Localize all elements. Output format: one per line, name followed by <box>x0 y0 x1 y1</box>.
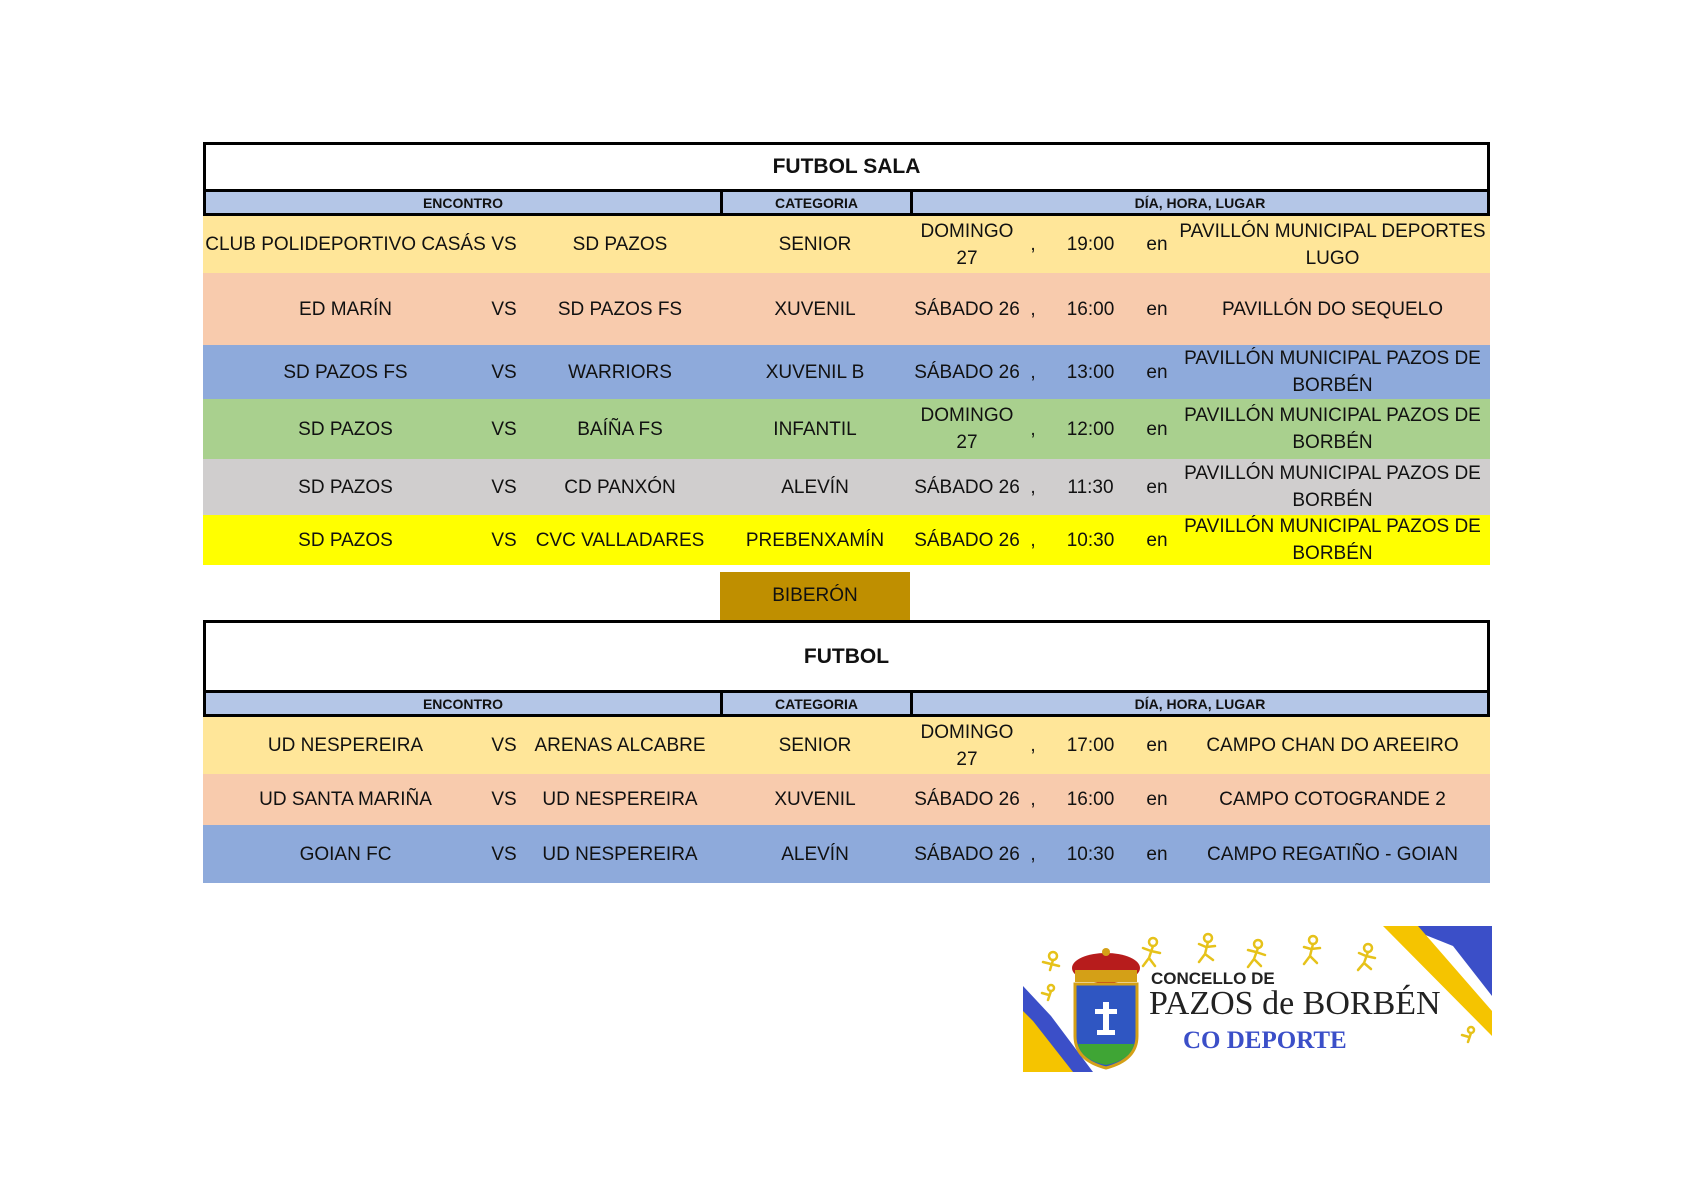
match-time: 16:00 <box>1066 298 1115 320</box>
team-away: ARENAS ALCABRE <box>534 735 706 756</box>
header-encontro: ENCONTRO <box>206 192 723 213</box>
category: PREBENXAMÍN <box>745 529 885 551</box>
vs-label: VS <box>491 735 517 756</box>
category: INFANTIL <box>773 418 857 440</box>
team-home: SD PAZOS <box>298 418 393 440</box>
category: ALEVÍN <box>781 476 849 498</box>
match-day: SÁBADO 26 <box>914 476 1020 498</box>
match-time: 19:00 <box>1066 234 1115 255</box>
match-day: SÁBADO 26 <box>914 789 1020 810</box>
venue: PAVILLÓN MUNICIPAL PAZOS DE BORBÉN <box>1184 463 1481 511</box>
venue: PAVILLÓN MUNICIPAL PAZOS DE BORBÉN <box>1184 516 1481 564</box>
category-biberon-label: BIBERÓN <box>772 585 858 606</box>
vs-label: VS <box>491 234 517 255</box>
header-categoria: CATEGORIA <box>723 693 913 714</box>
separator: , <box>1030 418 1036 440</box>
category: XUVENIL <box>774 298 856 320</box>
team-home: SD PAZOS <box>298 529 393 551</box>
en-label: en <box>1146 234 1168 255</box>
team-away: UD NESPEREIRA <box>542 843 698 865</box>
separator: , <box>1030 234 1036 255</box>
separator: , <box>1030 843 1036 865</box>
category: XUVENIL <box>774 789 856 810</box>
match-row <box>203 515 1490 565</box>
match-row <box>203 825 1490 883</box>
match-day: DOMINGO 27 <box>920 220 1014 269</box>
en-label: en <box>1146 476 1168 498</box>
separator: , <box>1030 298 1036 320</box>
match-time: 10:30 <box>1066 529 1115 551</box>
separator: , <box>1030 476 1036 498</box>
match-row <box>203 717 1490 774</box>
header-categoria: CATEGORIA <box>723 192 913 213</box>
match-row <box>203 459 1490 515</box>
team-home: GOIAN FC <box>299 843 392 865</box>
vs-label: VS <box>491 361 517 383</box>
match-day: SÁBADO 26 <box>914 843 1020 865</box>
match-list <box>203 216 1490 565</box>
vs-label: VS <box>491 843 517 865</box>
category: XUVENIL B <box>765 361 865 383</box>
section-title-futbol <box>203 620 1490 693</box>
match-time: 11:30 <box>1067 476 1114 498</box>
category-biberon <box>720 572 910 620</box>
venue: PAVILLÓN MUNICIPAL DEPORTES LUGO <box>1179 220 1486 269</box>
team-away: BAÍÑA FS <box>577 418 663 440</box>
team-away: UD NESPEREIRA <box>542 789 698 810</box>
match-row <box>203 774 1490 825</box>
match-day: DOMINGO 27 <box>920 721 1014 770</box>
team-home: ED MARÍN <box>299 298 392 320</box>
team-away: CVC VALLADARES <box>535 529 705 551</box>
futbol-table <box>203 620 1490 883</box>
team-home: UD SANTA MARIÑA <box>259 789 432 810</box>
team-away: SD PAZOS FS <box>557 298 683 320</box>
table-header <box>203 192 1490 216</box>
venue: PAVILLÓN MUNICIPAL PAZOS DE BORBÉN <box>1184 405 1481 453</box>
match-time: 13:00 <box>1066 361 1115 383</box>
concello-logo <box>1023 926 1492 1072</box>
vs-label: VS <box>491 476 517 498</box>
category: ALEVÍN <box>781 843 849 865</box>
logo-line2: PAZOS de BORBÉN <box>1149 985 1441 1022</box>
match-row <box>203 345 1490 399</box>
match-time: 10:30 <box>1066 843 1115 865</box>
match-row <box>203 273 1490 345</box>
venue: PAVILLÓN DO SEQUELO <box>1221 298 1444 320</box>
vs-label: VS <box>491 298 517 320</box>
vs-label: VS <box>491 529 517 551</box>
team-home: SD PAZOS <box>298 476 393 498</box>
header-dia-hora-lugar: DÍA, HORA, LUGAR <box>1134 194 1266 211</box>
match-time: 16:00 <box>1066 789 1115 810</box>
separator: , <box>1030 735 1036 756</box>
venue: CAMPO COTOGRANDE 2 <box>1219 789 1446 810</box>
en-label: en <box>1146 789 1168 810</box>
section-title-futbol-sala <box>203 142 1490 192</box>
category: SENIOR <box>778 735 852 756</box>
venue: CAMPO REGATIÑO - GOIAN <box>1207 843 1458 865</box>
en-label: en <box>1146 361 1168 383</box>
logo-line3: CO DEPORTE <box>1183 1027 1347 1054</box>
logo-graphic <box>1023 926 1492 1072</box>
match-day: SÁBADO 26 <box>914 361 1020 383</box>
en-label: en <box>1146 843 1168 865</box>
match-time: 12:00 <box>1066 418 1115 440</box>
match-day: SÁBADO 26 <box>914 298 1020 320</box>
separator: , <box>1030 529 1036 551</box>
vs-label: VS <box>491 418 517 440</box>
venue: CAMPO CHAN DO AREEIRO <box>1206 735 1459 756</box>
category: SENIOR <box>778 234 852 255</box>
team-home: SD PAZOS FS <box>283 361 408 383</box>
separator: , <box>1030 361 1036 383</box>
futbol-sala-table <box>203 142 1490 565</box>
match-row <box>203 399 1490 459</box>
team-away: CD PANXÓN <box>564 476 676 498</box>
section-title-text: FUTBOL SALA <box>772 155 921 178</box>
match-day: DOMINGO 27 <box>920 405 1014 453</box>
table-header <box>203 693 1490 717</box>
en-label: en <box>1146 735 1168 756</box>
en-label: en <box>1146 529 1168 551</box>
header-dia-hora-lugar: DÍA, HORA, LUGAR <box>1134 695 1266 712</box>
section-title-text: FUTBOL <box>803 644 890 668</box>
team-away: WARRIORS <box>568 361 672 383</box>
en-label: en <box>1146 298 1168 320</box>
team-away: SD PAZOS <box>572 234 668 255</box>
team-home: UD NESPEREIRA <box>267 735 424 756</box>
team-home: CLUB POLIDEPORTIVO CASÁS <box>205 234 486 255</box>
separator: , <box>1030 789 1036 810</box>
match-day: SÁBADO 26 <box>914 529 1020 551</box>
en-label: en <box>1146 418 1168 440</box>
venue: PAVILLÓN MUNICIPAL PAZOS DE BORBÉN <box>1184 348 1481 396</box>
logo-line1: CONCELLO DE <box>1151 969 1275 988</box>
vs-label: VS <box>491 789 517 810</box>
match-time: 17:00 <box>1066 735 1115 756</box>
match-row <box>203 216 1490 273</box>
match-list <box>203 717 1490 883</box>
header-encontro: ENCONTRO <box>206 693 723 714</box>
